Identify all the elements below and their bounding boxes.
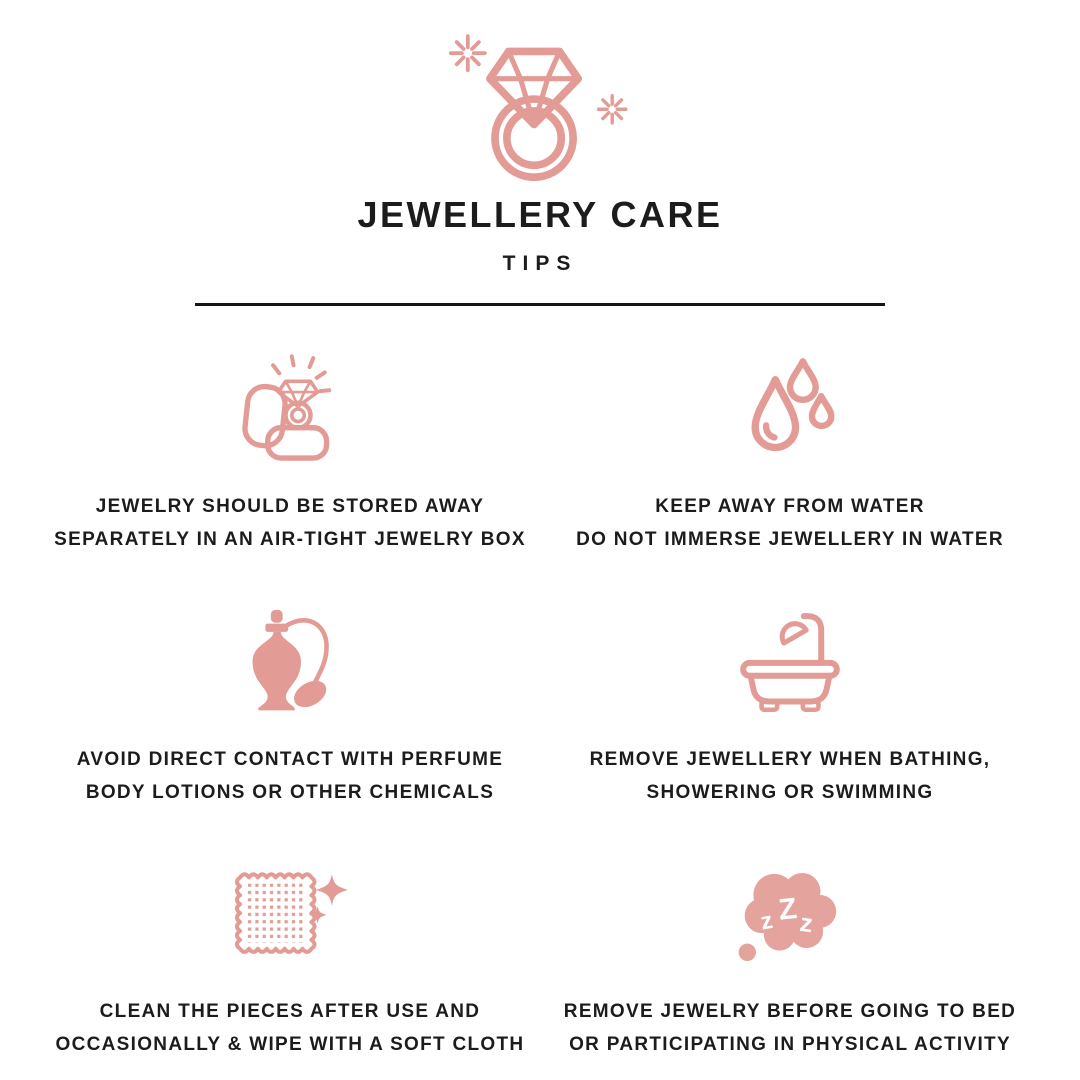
water-drops-icon <box>744 348 836 470</box>
tip-card-bathing <box>550 601 1030 810</box>
tip-card-sleep <box>550 853 1030 1062</box>
header <box>0 0 1080 306</box>
page-subtitle: TIPS <box>502 252 578 275</box>
tip-line: OR PARTICIPATING IN PHYSICAL ACTIVITY <box>569 1034 1011 1056</box>
tip-line: OCCASIONALLY & WIPE WITH A SOFT CLOTH <box>55 1034 525 1056</box>
tip-card-water <box>550 348 1030 557</box>
tip-line: DO NOT IMMERSE JEWELLERY IN WATER <box>576 529 1004 551</box>
perfume-atomizer-icon <box>237 601 343 723</box>
tip-card-storage <box>50 348 530 557</box>
svg-text:z: z <box>798 908 815 939</box>
tip-line: KEEP AWAY FROM WATER <box>655 496 925 517</box>
divider-line <box>195 303 885 306</box>
tip-caption <box>564 995 1016 1062</box>
page-title: JEWELLERY CARE <box>357 194 723 235</box>
tip-line: CLEAN THE PIECES AFTER USE AND <box>99 1001 481 1022</box>
sparkle-icon <box>599 96 626 123</box>
tip-line: BODY LOTIONS OR OTHER CHEMICALS <box>85 781 495 803</box>
sparkle-icon <box>451 36 485 70</box>
tip-caption <box>54 490 526 557</box>
tip-caption <box>576 490 1004 557</box>
tip-line: REMOVE JEWELRY BEFORE GOING TO BED <box>563 1001 1017 1022</box>
tip-line: SEPARATELY IN AN AIR-TIGHT JEWELRY BOX <box>54 529 526 551</box>
tip-line: AVOID DIRECT CONTACT WITH PERFUME <box>76 748 504 770</box>
tip-caption <box>590 743 991 810</box>
tip-card-perfume <box>50 601 530 810</box>
diamond-ring-sparkles-icon <box>438 26 642 184</box>
tip-caption <box>56 995 525 1062</box>
tip-caption <box>77 743 503 810</box>
tip-line: REMOVE JEWELLERY WHEN BATHING, <box>589 748 991 770</box>
bathtub-shower-icon <box>734 601 846 723</box>
svg-text:z: z <box>758 906 775 935</box>
svg-text:Z: Z <box>777 892 799 927</box>
tips-grid <box>50 348 1030 1062</box>
tip-card-cleaning <box>50 853 530 1062</box>
tip-line: JEWELRY SHOULD BE STORED AWAY <box>95 496 485 517</box>
tip-line: SHOWERING OR SWIMMING <box>646 781 934 803</box>
soft-cloth-sparkle-icon <box>224 853 356 975</box>
ring-box-icon <box>232 348 348 470</box>
sleep-cloud-zzz-icon <box>729 853 851 975</box>
